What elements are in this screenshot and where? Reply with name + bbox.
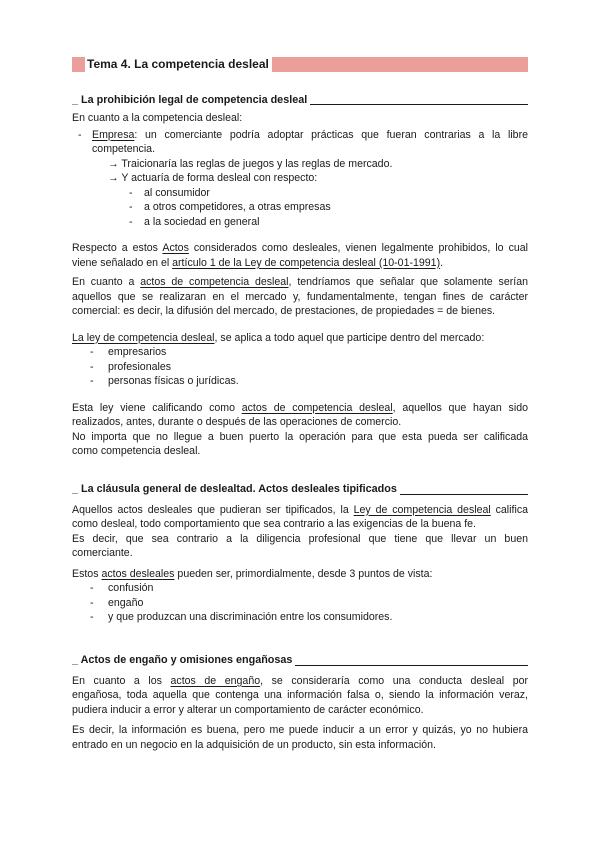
text-line: [72, 275, 528, 290]
heading-rule: [310, 104, 528, 105]
paragraph: [72, 331, 528, 346]
list-item: - empresarios: [72, 345, 528, 360]
section-heading-clausula: [72, 482, 528, 497]
list-item: - confusión: [72, 581, 528, 596]
text-run: viene señalado en el: [72, 256, 173, 269]
text-line: Es decir, la información es buena, pero me puede inducir a un error y quizás, yo no hubiera: [72, 724, 528, 736]
text-run: , se consideraría como una conducta desleal por: [260, 674, 528, 687]
section-heading-text: _ Actos de engaño y omisiones engañosas: [72, 654, 293, 666]
text-run: En cuanto a: [72, 276, 141, 288]
text-line: realizados, antes, durante o después de las operaciones de comercio.: [72, 416, 402, 428]
underlined-term: La ley de competencia desleal: [72, 331, 215, 344]
text-line: No importa que no llegue a buen puerto la operación para que esta pueda ser calificada: [72, 430, 528, 443]
section-heading-text: _ La cláusula general de deslealtad. Actos desleales tipificados: [72, 483, 397, 495]
underlined-term: actos de competencia desleal: [241, 401, 393, 414]
list-item: - a otros competidores, a otras empresas: [72, 200, 528, 215]
empresa-list: [72, 128, 528, 157]
article-reference: artículo 1 de la Ley de competencia desleal (10-01-1991): [172, 256, 441, 269]
text-line: comerciante.: [72, 547, 133, 559]
text-line: engañosa, toda aquella que contenga una información falsa o, siendo la información veraz,: [72, 689, 528, 701]
paragraph: [72, 241, 528, 270]
underlined-term: actos desleales: [101, 567, 175, 580]
list-line: [92, 128, 528, 143]
underlined-term: Actos: [162, 242, 189, 254]
paragraph: [72, 275, 528, 319]
text-run: , se aplica a todo aquel que participe dentro del mercado:: [214, 331, 485, 344]
document-page: [72, 56, 528, 752]
text-run: Respecto a estos: [72, 242, 163, 254]
paragraph: [72, 503, 528, 561]
heading-rule: [400, 494, 528, 495]
paragraph: [72, 567, 528, 582]
list-item: - personas físicas o jurídicas.: [72, 374, 528, 389]
section-heading-prohibicion: [72, 92, 528, 107]
text-line: como desleal, todo comportamiento que sea contrario a las exigencias de la buena fe.: [72, 518, 476, 530]
paragraph: [72, 723, 528, 752]
paragraph: En cuanto a la competencia desleal:: [72, 112, 243, 124]
text-line: pudiera inducir a error y alterar un comportamiento de carácter económico.: [72, 703, 424, 716]
text-run: Esta ley viene calificando como: [72, 401, 242, 414]
text-run: : un comerciante podría adoptar prácticas que fueran contrarias a la libre: [134, 128, 528, 141]
list-item: - engaño: [72, 596, 528, 611]
text-line: [72, 674, 528, 689]
title-highlight-right: [272, 57, 528, 72]
underlined-term: Ley de competencia desleal: [353, 503, 491, 516]
paragraph: [72, 674, 528, 718]
list-line: competencia.: [92, 143, 156, 155]
arrow-line: → Traicionaría las reglas de juegos y las reglas de mercado.: [108, 157, 393, 170]
text-line: [72, 567, 528, 582]
text-run: En cuanto a los: [72, 674, 171, 687]
underlined-term: Empresa: [92, 128, 135, 141]
paragraph: [72, 401, 528, 459]
list-item: - profesionales: [72, 360, 528, 375]
targets-list: [72, 186, 528, 230]
text-line: entrado en un negocio en la adquisición de un producto, sin esta información.: [72, 738, 436, 751]
text-run: Aquellos actos desleales que pudieran ser tipificados, la: [72, 503, 354, 516]
heading-rule: [295, 665, 528, 666]
text-line: [72, 256, 528, 271]
section-heading-text: _ La prohibición legal de competencia desleal: [72, 93, 308, 106]
text-line: como competencia desleal.: [72, 445, 201, 457]
text-run: , tendríamos que señalar que solamente serían: [288, 276, 528, 288]
arrow-line: → Y actuaría de forma desleal con respecto:: [108, 172, 318, 184]
list-item: - a la sociedad en general: [72, 215, 528, 230]
title-highlight-left: [72, 57, 85, 72]
text-run: califica: [490, 503, 529, 516]
text-line: aquellos que se realizaran en el mercado y, fundamentalmente, tengan fines de carácter: [72, 290, 528, 303]
text-line: [72, 241, 528, 256]
text-run: .: [440, 256, 444, 269]
views-list: [72, 581, 528, 625]
section-heading-engano: [72, 653, 528, 668]
text-line: [72, 503, 528, 518]
list-item: - al consumidor: [72, 186, 528, 201]
page-title: Tema 4. La competencia desleal: [87, 56, 269, 71]
text-run: pueden ser, primordialmente, desde 3 puntos de vista:: [174, 567, 433, 580]
text-run: Estos: [72, 567, 102, 580]
text-line: comercial: es decir, la difusión del mercado, de prestaciones, de propiedades = de bienes.: [72, 305, 496, 317]
underlined-term: actos de engaño: [170, 674, 261, 687]
participants-list: [72, 345, 528, 389]
text-run: , aquellos que hayan sido: [392, 401, 528, 414]
list-item: [72, 128, 528, 157]
topic-title: [72, 56, 528, 72]
underlined-term: actos de competencia desleal: [140, 276, 289, 288]
text-run: considerados como desleales, vienen legalmente prohibidos, lo cual: [188, 242, 529, 254]
text-line: Es decir, que sea contrario a la diligencia profesional que tiene que llevar un buen: [72, 532, 528, 545]
text-line: [72, 331, 528, 346]
text-line: [72, 401, 528, 416]
list-item: - y que produzcan una discriminación entre los consumidores.: [72, 610, 528, 625]
